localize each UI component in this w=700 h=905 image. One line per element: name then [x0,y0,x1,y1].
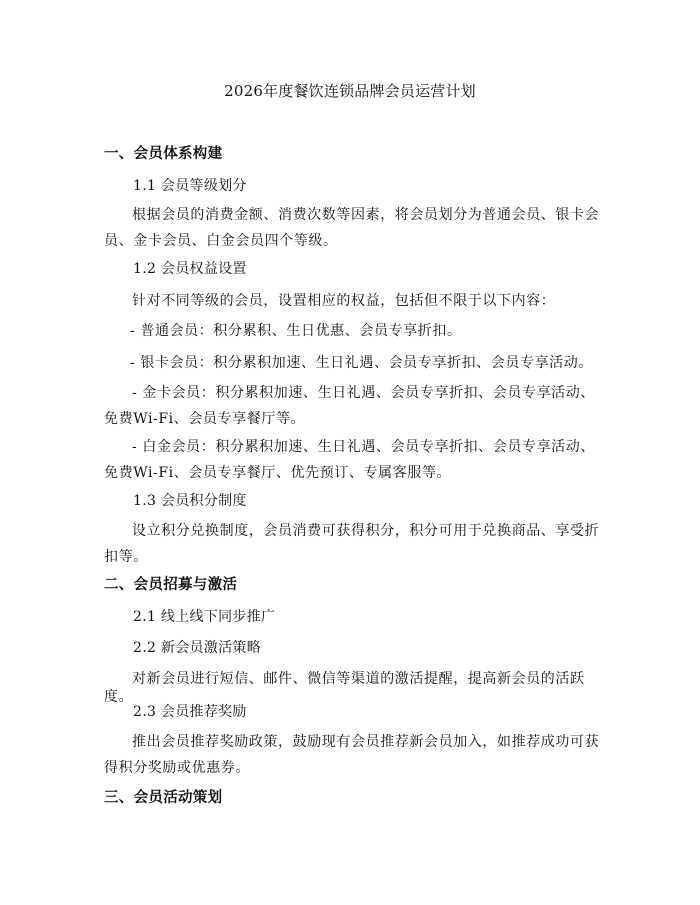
section-heading-3: 三、会员活动策划 [104,790,223,806]
bullet-gold-member: - 金卡会员：积分累积加速、生日礼遇、会员专享折扣、会员专享活动、免费Wi-Fi、会员专享餐厅等。 [104,385,595,427]
bullet-regular-member: - 普通会员：积分累积、生日优惠、会员专享折扣。 [130,323,462,339]
document-title: 2026年度餐饮连锁品牌会员运营计划 [224,82,476,100]
paragraph-1-1: 根据会员的消费金额、消费次数等因素，将会员划分为普通会员、银卡会员、金卡会员、白金会员四个等级。 [104,207,600,249]
subsection-heading-2-3: 2.3 会员推荐奖励 [133,704,247,720]
paragraph-1-2: 针对不同等级的会员，设置相应的权益，包括但不限于以下内容： [132,293,556,309]
paragraph-2-3: 推出会员推荐奖励政策，鼓励现有会员推荐新会员加入，如推荐成功可获得积分奖励或优惠券。 [104,734,600,776]
subsection-heading-1-1: 1.1 会员等级划分 [133,178,247,194]
paragraph-1-3: 设立积分兑换制度，会员消费可获得积分，积分可用于兑换商品、享受折扣等。 [104,523,600,565]
paragraph-2-2: 对新会员进行短信、邮件、微信等渠道的激活提醒，提高新会员的活跃度。 [104,671,585,705]
subsection-heading-2-2: 2.2 新会员激活策略 [133,640,262,656]
section-heading-2: 二、会员招募与激活 [104,577,238,593]
bullet-platinum-member: - 白金会员：积分累积加速、生日礼遇、会员专享折扣、会员专享活动、免费Wi-Fi、会员专享餐厅、优先预订、专属客服等。 [104,439,595,481]
subsection-heading-2-1: 2.1 线上线下同步推广 [133,609,276,625]
subsection-heading-1-3: 1.3 会员积分制度 [133,493,247,509]
bullet-silver-member: - 银卡会员：积分累积加速、生日礼遇、会员专享折扣、会员专享活动。 [130,355,593,371]
subsection-heading-1-2: 1.2 会员权益设置 [133,261,247,277]
section-heading-1: 一、会员体系构建 [104,146,223,162]
